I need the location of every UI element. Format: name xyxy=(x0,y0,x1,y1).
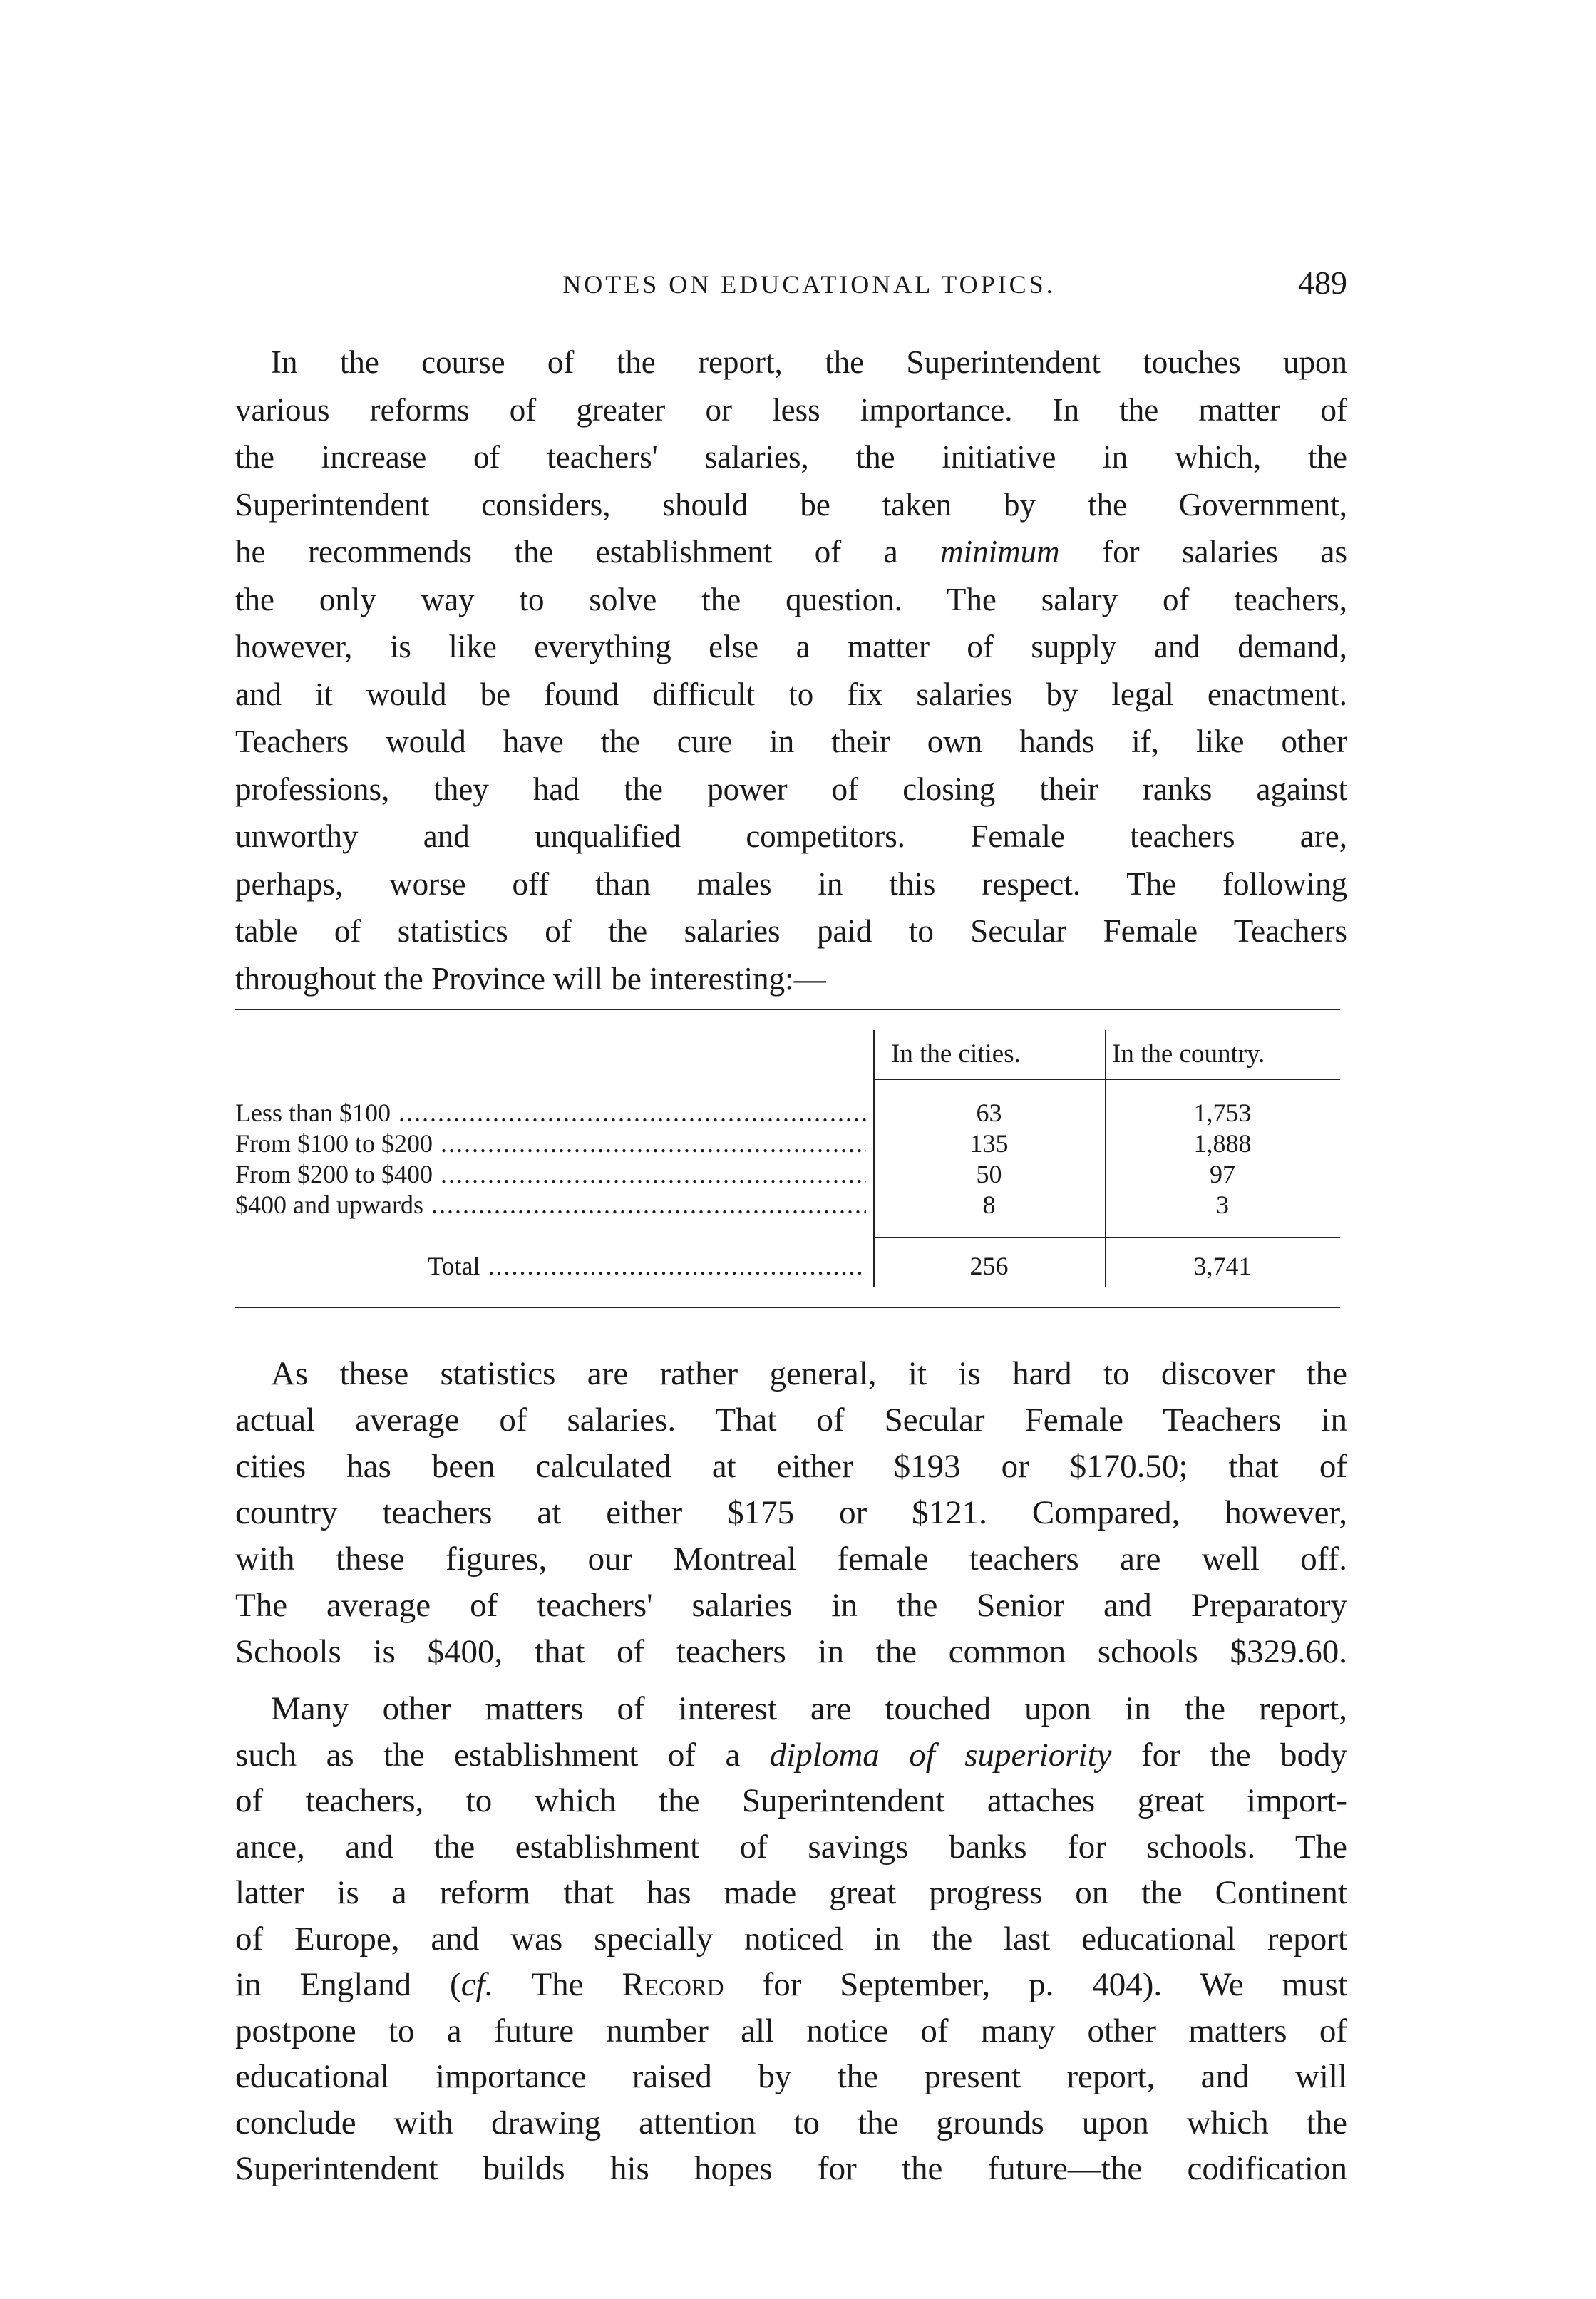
text-run: for the body xyxy=(1141,1736,1347,1774)
text-line xyxy=(235,528,1347,576)
text-line: table of statistics of the salaries paid to Secular Female Teachers xyxy=(235,913,1347,949)
row-label xyxy=(235,1128,866,1158)
cell-cities: 63 xyxy=(976,1099,1002,1127)
leader-dots xyxy=(433,1129,866,1158)
cell-cities: 135 xyxy=(969,1129,1009,1158)
text-line: cities has been calculated at either $193 or $170.50; that of xyxy=(235,1448,1347,1485)
text-line: Schools is $400, that of teachers in the common schools $329.60. xyxy=(235,1633,1347,1670)
table-row xyxy=(235,1159,1340,1192)
header-rule xyxy=(1105,1079,1340,1080)
leader-dots xyxy=(423,1190,866,1219)
salary-table xyxy=(235,1009,1340,1315)
text-run: The xyxy=(531,1966,584,2003)
text-run: for salaries as xyxy=(1102,534,1348,570)
text-line: The average of teachers' salaries in the Senior and Preparatory xyxy=(235,1587,1347,1624)
running-head xyxy=(235,264,1347,307)
text-line: ance, and the establishment of savings banks for schools. The xyxy=(235,1828,1347,1866)
total-label-text: Total xyxy=(428,1252,480,1280)
row-label-text: $400 and upwards xyxy=(235,1190,423,1219)
text-line: however, is like everything else a matter of supply and demand, xyxy=(235,629,1347,664)
italic-abbrev: cf. xyxy=(460,1966,494,2003)
leader-dots xyxy=(391,1099,866,1127)
text-line: the increase of teachers' salaries, the initiative in which, the xyxy=(235,439,1347,475)
text-line: throughout the Province will be interesting:— xyxy=(235,960,826,997)
text-line: of Europe, and was specially noticed in the last educational report xyxy=(235,1920,1347,1958)
text-line: Teachers would have the cure in their own hands if, like other xyxy=(235,724,1347,759)
row-label xyxy=(235,1190,866,1220)
italic-term: minimum xyxy=(940,534,1060,570)
cell-country: 1,753 xyxy=(1193,1099,1252,1127)
text-line: postpone to a future number all notice of many other matters of xyxy=(235,2012,1347,2049)
text-run: for September, p. 404). We must xyxy=(762,1966,1347,2003)
text-line: various reforms of greater or less importance. In the matter of xyxy=(235,391,1347,428)
paragraph-1 xyxy=(235,339,1347,1002)
text-line: perhaps, worse off than males in this respect. The following xyxy=(235,865,1347,902)
table-row xyxy=(235,1190,1340,1223)
row-label xyxy=(235,1159,866,1189)
cell-cities: 50 xyxy=(976,1160,1002,1188)
row-label-text: From $100 to $200 xyxy=(235,1129,433,1158)
table-total-row xyxy=(235,1251,1340,1284)
text-line: country teachers at either $175 or $121. Compared, however, xyxy=(235,1494,1347,1531)
total-label xyxy=(428,1251,866,1281)
total-cities: 256 xyxy=(969,1252,1009,1280)
total-country: 3,741 xyxy=(1193,1252,1252,1280)
text-line: In the course of the report, the Superintendent touches upon xyxy=(271,344,1347,380)
text-run: such as the establishment of a xyxy=(235,1736,741,1774)
text-line: Superintendent considers, should be taken by the Government, xyxy=(235,486,1347,523)
col-header-country: In the country. xyxy=(1112,1039,1265,1069)
page-number: 489 xyxy=(1298,264,1347,301)
leader-dots xyxy=(433,1160,866,1188)
text-line: As these statistics are rather general, it is hard to discover the xyxy=(271,1355,1347,1392)
paragraph-3 xyxy=(235,1686,1347,2192)
text-line xyxy=(235,1732,1347,1779)
text-run: in England ( xyxy=(235,1966,461,2003)
text-line: actual average of salaries. That of Secular Female Teachers in xyxy=(235,1401,1347,1439)
text-line: professions, they had the power of closing their ranks against xyxy=(235,771,1347,807)
table-rule-top xyxy=(235,1009,1340,1010)
cell-country: 3 xyxy=(1216,1190,1229,1219)
text-line: Superintendent builds his hopes for the future—the codification xyxy=(235,2150,1347,2187)
cell-country: 1,888 xyxy=(1193,1129,1252,1158)
text-line: with these figures, our Montreal female teachers are well off. xyxy=(235,1541,1347,1578)
row-label xyxy=(235,1098,866,1128)
leader-dots xyxy=(480,1252,866,1280)
text-line: and it would be found difficult to fix salaries by legal enactment. xyxy=(235,676,1347,712)
text-line: Many other matters of interest are touched upon in the report, xyxy=(271,1690,1347,1727)
table-row xyxy=(235,1098,1340,1131)
total-rule xyxy=(873,1237,1105,1238)
cell-country: 97 xyxy=(1210,1160,1235,1188)
cell-cities: 8 xyxy=(982,1190,996,1219)
italic-term: diploma of superiority xyxy=(769,1736,1112,1774)
text-line: of teachers, to which the Superintendent attaches great import- xyxy=(235,1782,1347,1819)
total-rule xyxy=(1105,1237,1340,1238)
text-run: he recommends the establishment of a xyxy=(235,534,898,570)
journal-name: Record xyxy=(622,1966,724,2003)
table-rule-bottom xyxy=(235,1307,1340,1308)
text-line: the only way to solve the question. The salary of teachers, xyxy=(235,581,1347,617)
paragraph-2 xyxy=(235,1351,1347,1675)
text-line: conclude with drawing attention to the grounds upon which the xyxy=(235,2104,1347,2141)
text-line xyxy=(235,1962,1347,2008)
row-label-text: From $200 to $400 xyxy=(235,1160,433,1188)
running-title: NOTES ON EDUCATIONAL TOPICS. xyxy=(562,270,1056,299)
text-line: latter is a reform that has made great progress on the Continent xyxy=(235,1874,1347,1911)
text-line: educational importance raised by the present report, and will xyxy=(235,2058,1347,2095)
table-row xyxy=(235,1128,1340,1161)
header-rule xyxy=(873,1079,1105,1080)
row-label-text: Less than $100 xyxy=(235,1099,391,1127)
text-line: unworthy and unqualified competitors. Female teachers are, xyxy=(235,818,1347,854)
col-header-cities: In the cities. xyxy=(891,1039,1021,1069)
